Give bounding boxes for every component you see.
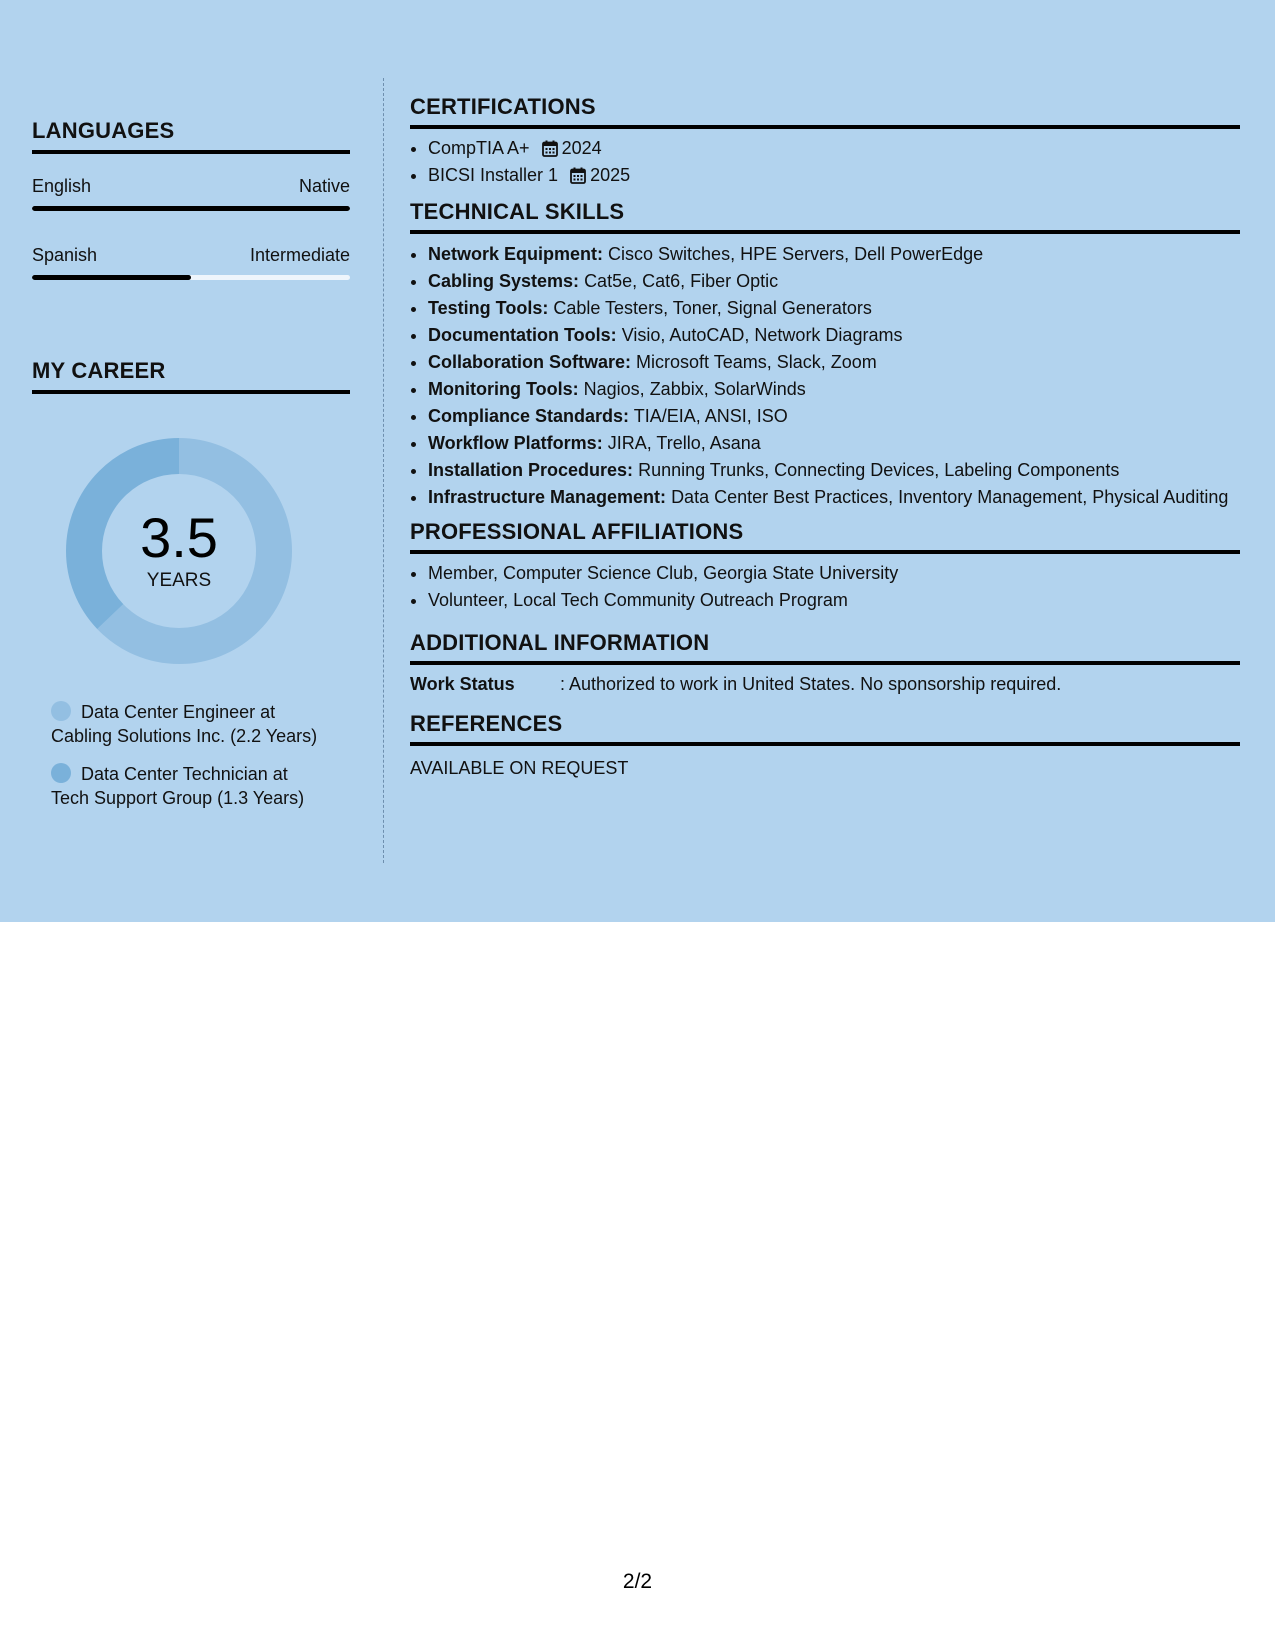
affiliations-heading: PROFESSIONAL AFFILIATIONS [410,519,1240,554]
skill-item [428,269,1240,293]
calendar-icon [570,167,586,184]
skill-value: JIRA, Trello, Asana [607,433,761,453]
career-legend-item [51,762,321,810]
language-item [32,176,350,211]
technical-skills-list [410,242,1240,509]
language-level: Intermediate [249,245,350,265]
certification-name: CompTIA A+ [428,138,530,158]
references-section [410,711,1240,779]
skill-label: Compliance Standards: [428,406,630,426]
skill-label: Collaboration Software: [428,352,632,372]
language-proficiency-bar [32,275,350,280]
legend-dot-icon [51,763,71,783]
language-name: Spanish [32,245,98,265]
certification-year: 2025 [590,165,631,185]
references-heading: REFERENCES [410,711,1240,746]
skill-value: TIA/EIA, ANSI, ISO [633,406,788,426]
certifications-list [410,135,1240,189]
skill-label: Installation Procedures: [428,460,634,480]
skill-item [428,431,1240,455]
skill-item [428,485,1240,509]
career-section [32,358,350,810]
language-item [32,245,350,280]
work-status-label: Work Status [410,674,515,694]
language-proficiency-fill [32,206,350,211]
language-proficiency-fill [32,275,191,280]
certifications-heading: CERTIFICATIONS [410,94,1240,129]
languages-section [32,118,350,280]
career-legend [51,700,321,810]
column-divider [383,78,384,863]
main-column [410,94,1240,779]
skill-label: Infrastructure Management: [428,487,667,507]
work-status-value: : Authorized to work in United States. No sponsorship required. [560,674,1062,694]
skill-item [428,458,1240,482]
skill-value: Microsoft Teams, Slack, Zoom [636,352,877,372]
languages-heading: LANGUAGES [32,118,350,154]
language-name: English [32,176,92,196]
skill-label: Monitoring Tools: [428,379,579,399]
skill-item [428,296,1240,320]
skill-value: Cisco Switches, HPE Servers, Dell PowerEdge [608,244,984,264]
career-role-label: Data Center Technician at Tech Support Group (1.3 Years) [51,764,305,808]
career-donut-chart [66,438,292,664]
certification-item [428,162,1240,189]
skill-label: Network Equipment: [428,244,604,264]
skill-item [428,323,1240,347]
skill-item [428,404,1240,428]
skill-label: Cabling Systems: [428,271,580,291]
additional-info-section [410,630,1240,695]
certification-name: BICSI Installer 1 [428,165,559,185]
skill-label: Testing Tools: [428,298,549,318]
skill-value: Cable Testers, Toner, Signal Generators [553,298,872,318]
career-legend-item [51,700,321,748]
career-total-years: 3.5 [140,506,218,569]
career-role-label: Data Center Engineer at Cabling Solutions Inc. (2.2 Years) [51,702,318,746]
technical-skills-section [410,199,1240,509]
page-number: 2/2 [622,1570,653,1593]
calendar-icon [542,140,558,157]
career-heading: MY CAREER [32,358,350,394]
work-status-row [410,674,1240,695]
affiliation-item: • Volunteer, Local Tech Community Outreach Program [428,587,1240,614]
certification-item [428,135,1240,162]
certifications-section [410,94,1240,189]
technical-skills-heading: TECHNICAL SKILLS [410,199,1240,234]
skill-value: Visio, AutoCAD, Network Diagrams [621,325,903,345]
skill-label: Workflow Platforms: [428,433,603,453]
certification-year: 2024 [561,138,602,158]
affiliation-item: • Member, Computer Science Club, Georgia State University [428,560,1240,587]
language-level: Native [298,176,350,196]
skill-item [428,350,1240,374]
affiliations-section [410,519,1240,614]
skill-value: Data Center Best Practices, Inventory Management, Physical Auditing [671,487,1229,507]
skill-value: Running Trunks, Connecting Devices, Labeling Components [638,460,1120,480]
skill-item [428,377,1240,401]
skill-value: Cat5e, Cat6, Fiber Optic [584,271,779,291]
skill-item [428,242,1240,266]
additional-info-heading: ADDITIONAL INFORMATION [410,630,1240,665]
affiliations-list [410,560,1240,614]
skill-value: Nagios, Zabbix, SolarWinds [583,379,806,399]
legend-dot-icon [51,701,71,721]
references-text: AVAILABLE ON REQUEST [410,758,629,778]
skill-label: Documentation Tools: [428,325,617,345]
language-proficiency-bar [32,206,350,211]
sidebar [32,80,350,824]
career-total-unit: YEARS [146,570,212,591]
